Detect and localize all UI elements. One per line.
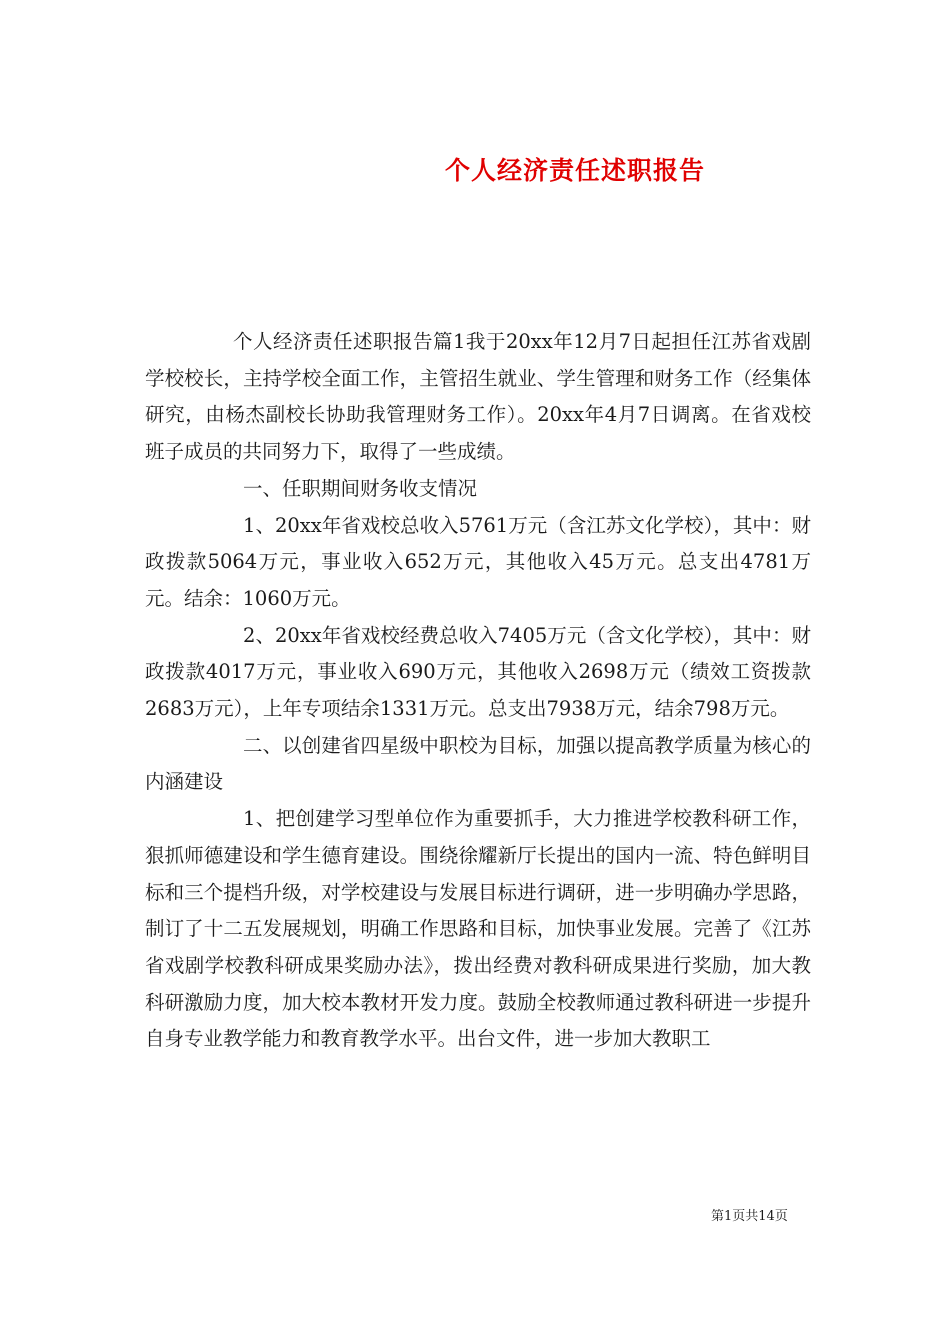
section-heading-finance: 一、任职期间财务收支情况: [243, 476, 478, 500]
paragraph-finance-item-1: 1、20xx年省戏校总收入5761万元（含江苏文化学校），其中：财政拨款5064万元，事业收入652万元，其他收入45万元。总支出4781万元。结余：1060万元。: [145, 513, 811, 610]
paragraph-finance-item-2: 2、20xx年省戏校经费总收入7405万元（含文化学校），其中：财政拨款4017万元，事业收入690万元，其他收入2698万元（绩效工资拨款2683万元），上年专项结余1331万元。总支出7938万元，结余798万元。: [145, 623, 811, 721]
paragraph-intro: 个人经济责任述职报告篇1我于20xx年12月7日起担任江苏省戏剧学校校长，主持学校全面工作，主管招生就业、学生管理和财务工作（经集体研究，由杨杰副校长协助我管理财务工作）。20xx年4月7日调离。在省戏校班子成员的共同努力下，取得了一些成绩。: [145, 330, 811, 464]
section-heading-quality: 二、以创建省四星级中职校为目标，加强以提高教学质量为核心的内涵建设: [145, 733, 811, 794]
page-number: 第1页共14页: [711, 1209, 788, 1224]
document-body: [145, 324, 811, 1058]
document-title: 个人经济责任述职报告: [444, 155, 705, 185]
paragraph-quality-item-1: 1、把创建学习型单位作为重要抓手，大力推进学校教科研工作，狠抓师德建设和学生德育建设。围绕徐耀新厅长提出的国内一流、特色鲜明目标和三个提档升级，对学校建设与发展目标进行调研，进一步明确办学思路，制订了十二五发展规划，明确工作思路和目标，加快事业发展。完善了《江苏省戏剧学校教科研成果奖励办法》，拨出经费对教科研成果进行奖励，加大教科研激励力度，加大校本教材开发力度。鼓励全校教师通过教科研进一步提升自身专业教学能力和教育教学水平。出台文件，进一步加大教职工: [145, 807, 811, 1051]
